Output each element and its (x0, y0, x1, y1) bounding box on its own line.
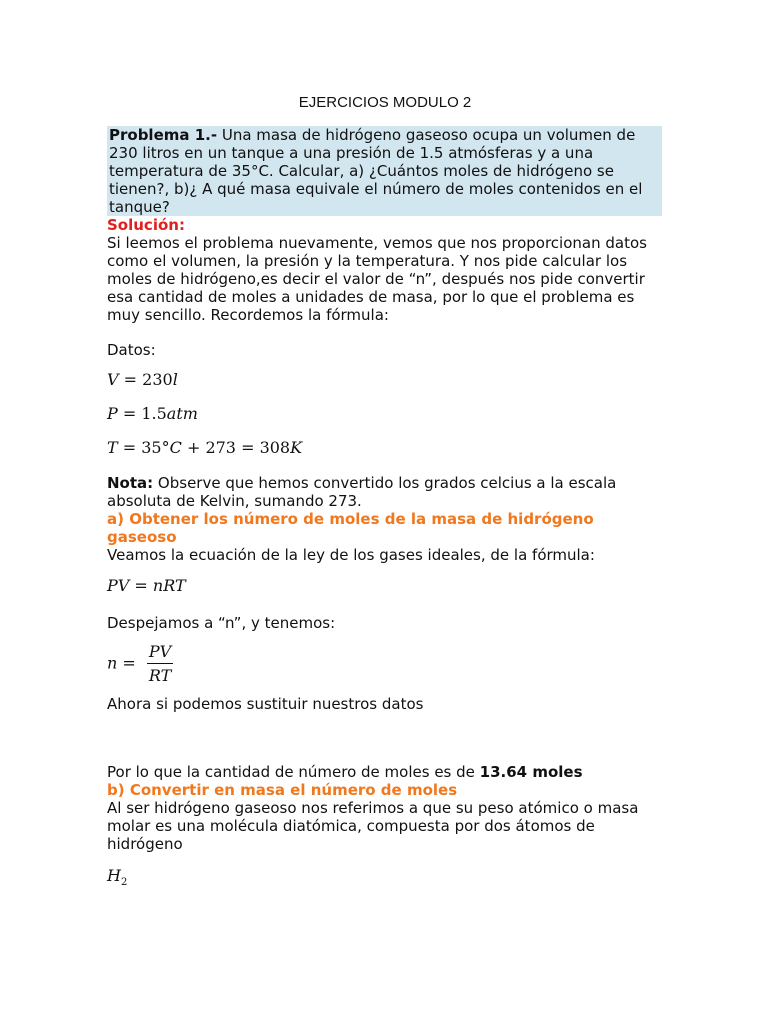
equation-ideal-gas: PV = nRT (107, 576, 186, 595)
equation-temperature: T = 35°C + 273 = 308K (107, 438, 303, 457)
solution-intro: Si leemos el problema nuevamente, vemos que nos proporcionan datos como el volumen, la presión y la temperatura. Y nos pide calcular los moles de hidrógeno,es decir el valor de “n”, después nos pide convertir esa cantidad de moles a unidades de masa, por lo que el problema es muy sencillo. Recordemos la fórmula: (107, 234, 647, 324)
nota-label: Nota: (107, 474, 154, 492)
document-page (107, 0, 667, 1024)
ideal-gas-intro: Veamos la ecuación de la ley de los gases ideales, de la fórmula: (107, 546, 595, 564)
section-b-text: Al ser hidrógeno gaseoso nos referimos a que su peso atómico o masa molar es una molécula diatómica, compuesta por dos átomos de hidrógeno (107, 799, 639, 853)
equation-n: n = $\frac{PV}{RT}$ (107, 642, 172, 685)
fraction: $\frac{PV}{RT}$ (148, 642, 172, 685)
result-text: Por lo que la cantidad de número de moles es de (107, 763, 480, 781)
solution-heading: Solución: (107, 216, 185, 234)
equation-volume: V = 230l (107, 370, 178, 389)
equation-pressure: P = 1.5atm (107, 404, 198, 423)
problem-text: Una masa de hidrógeno gaseoso ocupa un volumen de 230 litros en un tanque a una presión de 1.5 atmósferas y a una temperatura de 35°C. Calcular, a) ¿Cuántos moles de hidrógeno se tienen?, b)¿ A qué masa equivale el número de moles contenidos en el tanque? (109, 126, 643, 216)
sustituir-text: Ahora si podemos sustituir nuestros datos (107, 695, 424, 713)
problem-label: Problema 1.- (109, 126, 218, 144)
section-b-heading: b) Convertir en masa el número de moles (107, 781, 458, 799)
nota-paragraph (107, 474, 663, 510)
datos-label: Datos: (107, 341, 156, 359)
document-title: EJERCICIOS MODULO 2 (298, 94, 472, 111)
section-a-heading: a) Obtener los número de moles de la masa de hidrógeno gaseoso (107, 510, 594, 546)
problem-box (107, 126, 662, 216)
despejamos-text: Despejamos a “n”, y tenemos: (107, 614, 336, 632)
result-paragraph (107, 763, 663, 781)
nota-text: Observe que hemos convertido los grados celcius a la escala absoluta de Kelvin, sumando 273. (107, 474, 617, 510)
problem-paragraph (108, 126, 662, 216)
equation-h2: $H_2$ (107, 866, 128, 889)
result-value: 13.64 moles (479, 763, 583, 781)
